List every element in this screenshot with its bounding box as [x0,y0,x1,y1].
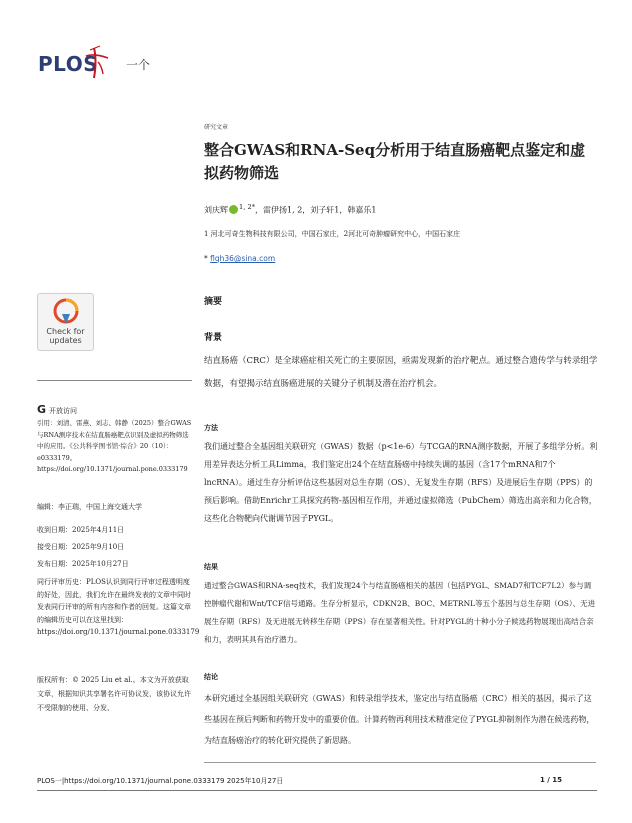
background-paragraph: 结直肠癌（CRC）是全球癌症相关死亡的主要原因，亟需发现新的治疗靶点。通过整合遗传学与转录组学数据，有望揭示结直肠癌进展的关键分子机制及潜在治疗机会。 [204,356,598,389]
editor-line: 编辑：李正瑞，中国上海交通大学 [37,503,142,511]
page-number: 1 / 15 [540,776,563,784]
bullet-icon: * [204,254,211,263]
footer-divider [37,790,597,791]
citation-block: 引用：刘清、雷燕、刘志、韩静（2025）整合GWAS与RNA测序技术在结直肠癌靶点识别及虚拟药物筛选中的应用。《公共科学图书馆·综合》20（10）：e0333179。https://doi.org/10.1371/journal.pone.0333179 [37,419,192,473]
background-heading: 背景 [204,333,223,343]
results-heading: 结果 [204,563,218,571]
methods-paragraph: 我们通过整合全基因组关联研究（GWAS）数据（p<1e-6）与TCGA的RNA测序数据，开展了多组学分析。利用差异表达分析工具Limma，我们鉴定出24个在结直肠癌中持续失调的基因（含17个mRNA和7个lncRNA）。通过生存分析评估这些基因对总生存期（OS）、无复发生存期（RFS）及进展后生存期（PPS）的预后影响。借助Enrichr工具探究药物-基因相互作用，并通过虚拟筛选（PubChem）筛选出高亲和力化合物，这些化合物靶向代谢调节因子PYGL。 [204,442,598,523]
article-type: 研究文章 [204,124,229,131]
corresponding-email [204,254,275,263]
results-paragraph: 通过整合GWAS和RNA-seq技术，我们发现24个与结直肠癌相关的基因（包括PYGL、SMAD7和TCF7L2）参与调控肿瘤代谢和Wnt/TCF信号通路。生存分析显示，CDKN2B、BOC、METRNL等五个基因与总生存期（OS）、无进展生存期（RFS）及无进展无转移生存期（PPS）存在显著相关性。针对PYGL的十种小分子候选药物展现出高结合亲和力，表明其具有治疗潜力。 [204,581,596,644]
accepted-date: 接受日期：2025年9月10日 [37,543,125,551]
open-access-text: 开放访问 [49,407,78,415]
copyright-notice: 版权所有：© 2025 Liu et al.。本文为开放获取文章，根据知识共享署名许可协议发，该协议允许不受限制的使用、分发、 [37,676,191,712]
sidebar-divider [37,380,192,381]
orcid-icon[interactable] [229,205,238,214]
author-name: 刘庆辉 [204,205,228,215]
updates-label: Check for updates [46,327,85,345]
updates-ribbon-icon [51,298,81,328]
logo-text: PLOS [38,52,99,76]
abstract-heading: 摘要 [204,297,223,307]
conclusion-paragraph: 本研究通过全基因组关联研究（GWAS）和转录组学技术，鉴定出与结直肠癌（CRC）相关的基因，揭示了这些基因在预后判断和药物开发中的重要价值。计算药物再利用技术精准定位了PYGL抑制剂作为潜在候选药物，为结直肠癌治疗的转化研究提供了新思路。 [204,694,595,745]
published-date: 发布日期：2025年10月27日 [37,560,129,568]
author-names-rest: ，雷伊扬1, 2，刘子轩1，韩嘉乐1 [255,205,377,215]
footer-citation: PLOS一|https://doi.org/10.1371/journal.pone.0333179 2025年10月27日 [37,777,284,785]
logo-tagline: 一个 [126,58,151,72]
methods-heading: 方法 [204,424,218,432]
open-access-label [37,403,77,416]
article-title: 整合GWAS和RNA-Seq分析用于结直肠癌靶点鉴定和虚拟药物筛选 [204,141,586,182]
abstract-end-divider [204,762,596,763]
affiliations: 1 河北可奇生物科技有限公司，中国石家庄，2河北可奇肿瘤研究中心，中国石家庄 [204,230,461,238]
email-link[interactable]: flqh36@sina.com [210,254,276,263]
author-list [204,203,376,216]
author-superscript: 1, 2* [239,203,256,211]
conclusion-heading: 结论 [204,673,218,681]
received-date: 收到日期：2025年4月11日 [37,526,125,534]
logo-mark-icon [82,44,112,80]
check-for-updates-badge[interactable] [37,293,94,351]
open-access-icon: G [37,403,47,416]
peer-review-history: 同行评审历史：PLOS认识到同行评审过程透明度的好处，因此，我们允许在最终发表的文章中同时发表同行评审的所有内容和作者的回复。这篇文章的编辑历史可以在这里找到：https://doi.org/10.1371/journal.pone.0333179 [37,578,200,636]
